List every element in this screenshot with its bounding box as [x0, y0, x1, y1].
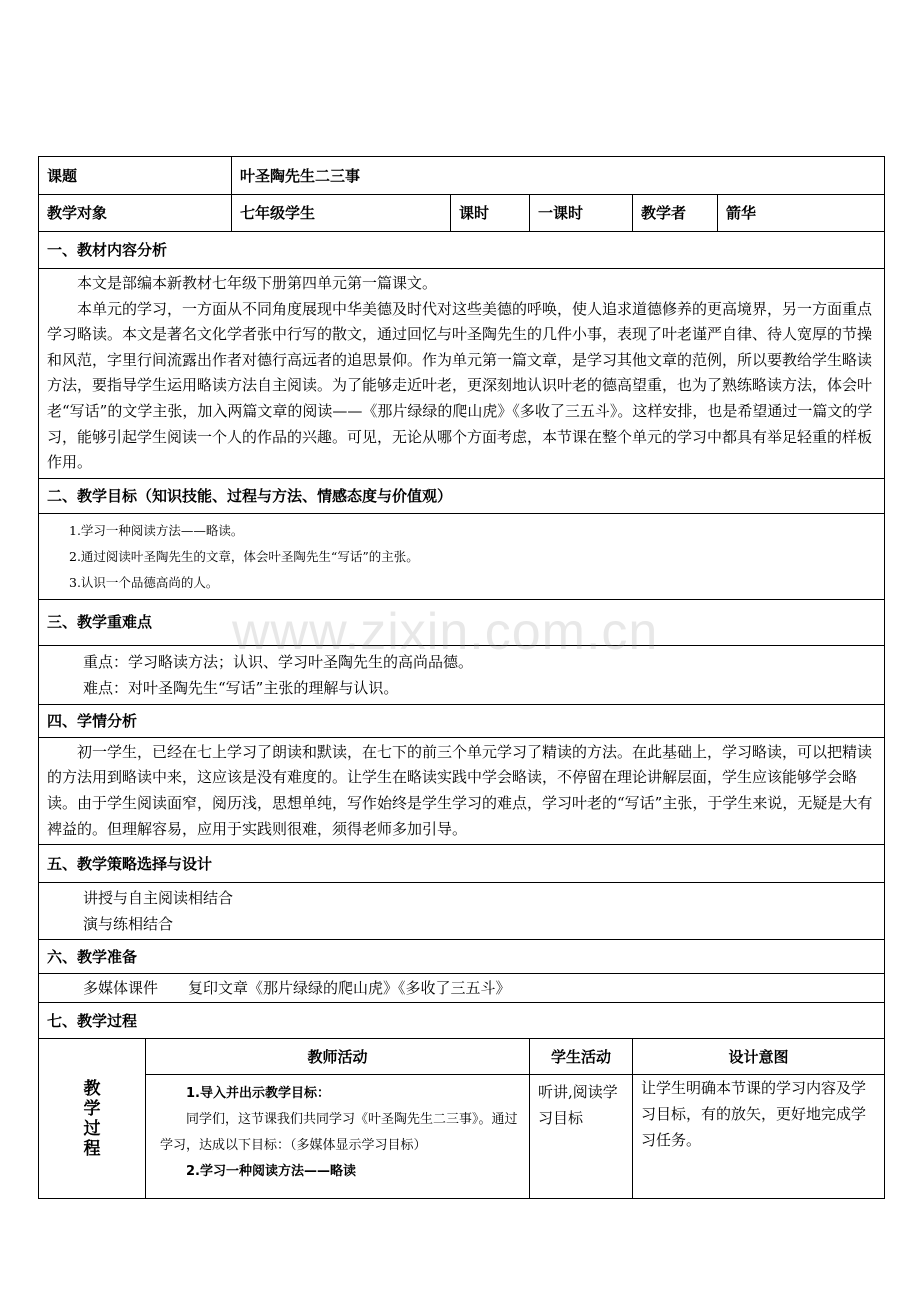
lesson-plan-table — [38, 156, 885, 1199]
goal-item: 2.通过阅读叶圣陶先生的文章，体会叶圣陶先生“写话”的主张。 — [69, 548, 419, 564]
step-text: 同学们，这节课我们共同学习《叶圣陶先生二三事》。通过学习，达成以下目标：（多媒体显示学习目标） — [160, 1112, 518, 1154]
teacher-activity-cell — [146, 1075, 530, 1199]
section-title-2: 二、教学目标（知识技能、过程与方法、情感态度与价值观） — [39, 478, 885, 513]
strategy-item: 讲授与自主阅读相结合 — [83, 889, 234, 908]
col-design-intent: 设计意图 — [633, 1039, 885, 1075]
goal-item: 1.学习一种阅读方法——略读。 — [69, 522, 244, 538]
audience-label: 教学对象 — [39, 195, 232, 232]
paragraph: 本文是部编本新教材七年级下册第四单元第一篇课文。 — [77, 274, 438, 292]
watermark: www.zixin.com.cn — [232, 603, 659, 661]
title-value: 叶圣陶先生二三事 — [232, 157, 885, 195]
paragraph: 本单元的学习，一方面从不同角度展现中华美德及时代对这些美德的呼唤，使人追求道德修养的更高境界，另一方面重点学习略读。本文是著名文化学者张中行写的散文，通过回忆与叶圣陶先生的几件小事，表现了叶老谨严自律、待人宽厚的节操和风范，字里行间流露出作者对德行高远者的追思景仰。作为单元第一篇文章，是学习其他文章的范例，所以要教给学生略读方法，要指导学生运用略读方法自主阅读。为了能够走近叶老，更深刻地认识叶老的德高望重，也为了熟练略读方法，体会叶老“写话”的文学主张，加入两篇文章的阅读——《那片绿绿的爬山虎》《多收了三五斗》。这样安排，也是希望通过一篇文的学习，能够引起学生阅读一个人的作品的兴趣。可见，无论从哪个方面考虑，本节课在整个单元的学习中都具有举足轻重的样板作用。 — [47, 299, 873, 472]
section-body-5 — [39, 883, 885, 940]
paragraph: 初一学生，已经在七上学习了朗读和默读，在七下的前三个单元学习了精读的方法。在此基础上，学习略读，可以把精读的方法用到略读中来，这应该是没有难度的。让学生在略读实践中学会略读，不停留在理论讲解层面，学生应该能够学会略读。由于学生阅读面窄，阅历浅，思想单纯，写作始终是学生学习的难点，学习叶老的“写话”主张，于学生来说，无疑是大有裨益的。但理解容易，应用于实践则很难，须得老师多加引导。 — [47, 742, 873, 838]
section-body-4 — [39, 737, 885, 844]
title-label: 课题 — [39, 157, 232, 195]
section-title-1: 一、教材内容分析 — [39, 232, 885, 269]
key-point: 重点：学习略读方法；认识、学习叶圣陶先生的高尚品德。 — [83, 652, 474, 671]
process-header-row — [39, 1039, 885, 1075]
strategy-item: 演与练相结合 — [83, 915, 174, 934]
teacher-label: 教学者 — [633, 195, 718, 232]
section-body-1 — [39, 269, 885, 479]
process-row-label-cell — [39, 1039, 146, 1199]
section-title-5: 五、教学策略选择与设计 — [39, 845, 885, 883]
section-body-2 — [39, 513, 885, 599]
info-row — [39, 195, 885, 232]
section-body-3 — [39, 645, 885, 704]
step-title: 2.学习一种阅读方法——略读 — [186, 1164, 356, 1180]
period-label: 课时 — [451, 195, 530, 232]
col-teacher-activity: 教师活动 — [146, 1039, 530, 1075]
title-row — [39, 157, 885, 195]
student-activity-cell: 听讲,阅读学习目标 — [530, 1075, 633, 1199]
section-title-4: 四、学情分析 — [39, 704, 885, 737]
section-body-6: 多媒体课件 复印文章《那片绿绿的爬山虎》《多收了三五斗》 — [39, 974, 885, 1003]
difficult-point: 难点：对叶圣陶先生“写话”主张的理解与认识。 — [83, 678, 399, 697]
step-title: 1.导入并出示教学目标： — [186, 1086, 330, 1102]
teacher-value: 箭华 — [718, 195, 885, 232]
section-title-6: 六、教学准备 — [39, 940, 885, 974]
section-title-7: 七、教学过程 — [39, 1003, 885, 1039]
process-row-label: 教学过程 — [83, 1078, 101, 1159]
process-row — [39, 1075, 885, 1199]
section-title-3: 三、教学重难点 — [39, 599, 885, 645]
design-intent-cell: 让学生明确本节课的学习内容及学习目标，有的放矢，更好地完成学习任务。 — [633, 1075, 885, 1199]
goal-item: 3.认识一个品德高尚的人。 — [69, 574, 219, 590]
col-student-activity: 学生活动 — [530, 1039, 633, 1075]
period-value: 一课时 — [530, 195, 633, 232]
audience-value: 七年级学生 — [232, 195, 451, 232]
